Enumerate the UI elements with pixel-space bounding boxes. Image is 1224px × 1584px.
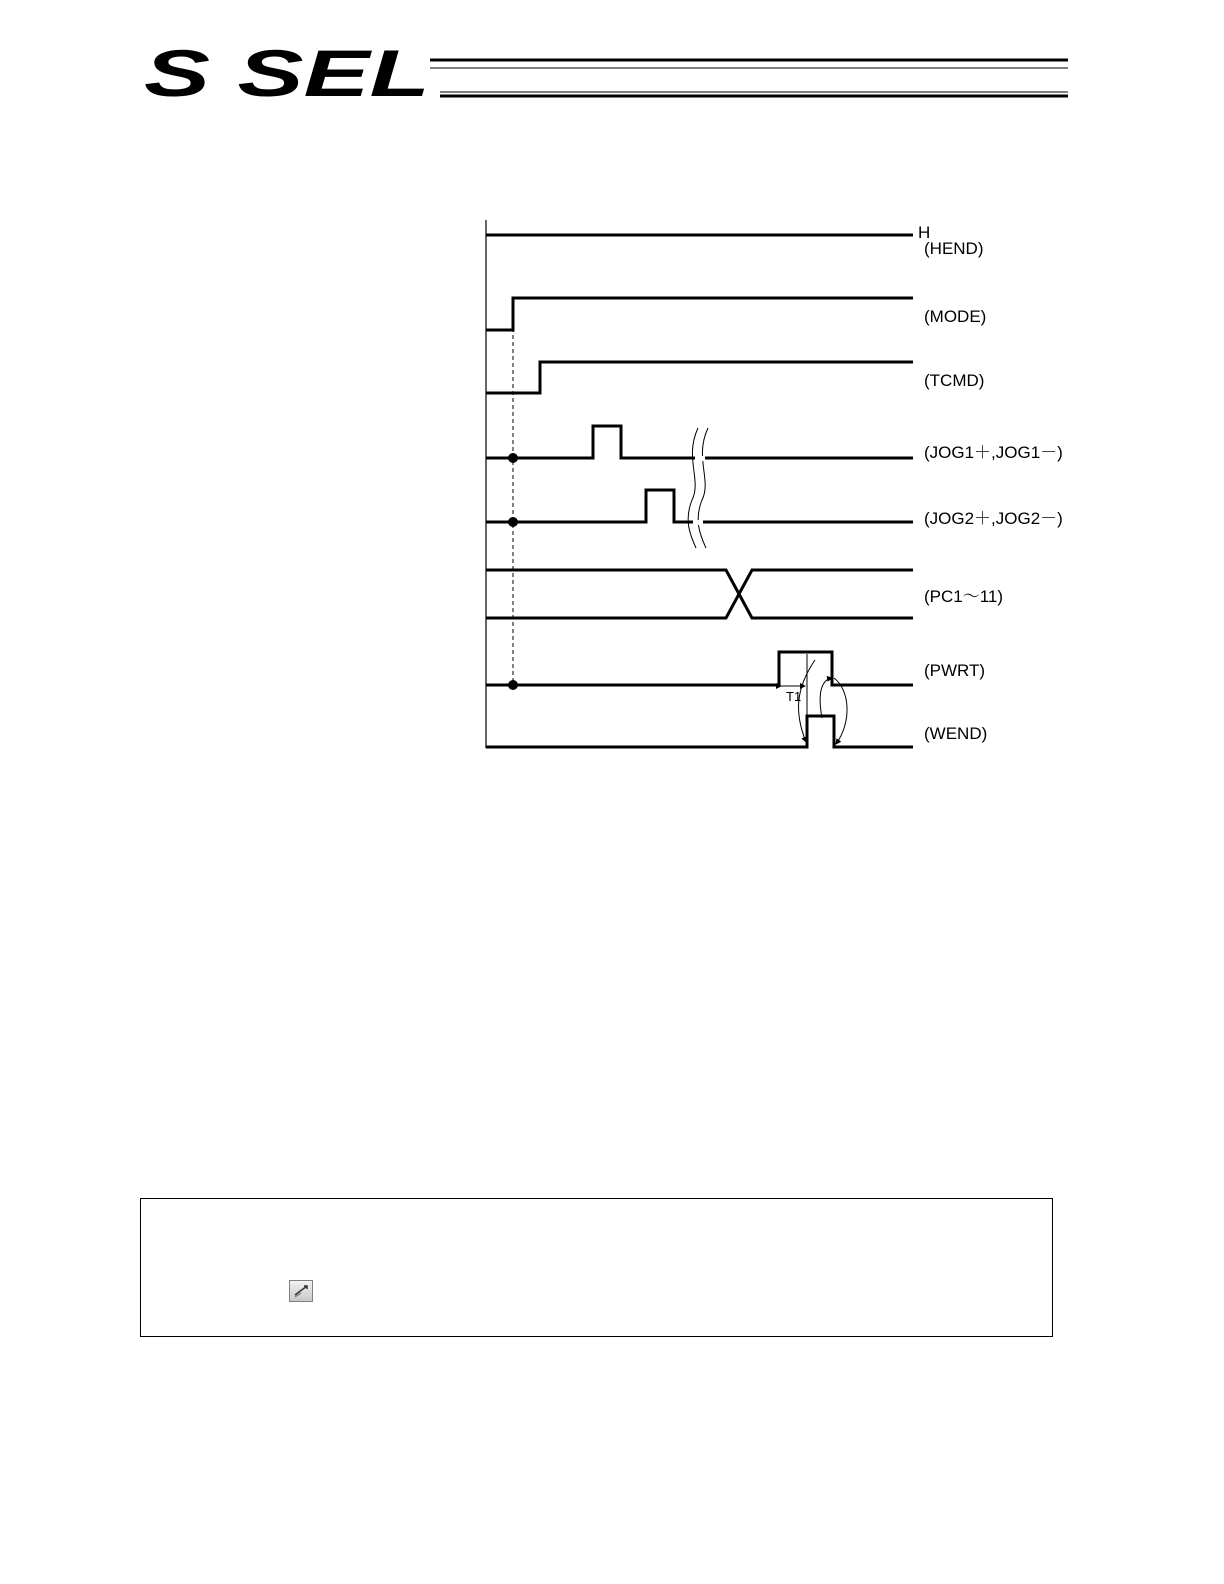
junction-dot-jog2 — [508, 517, 518, 527]
waveform-pwrt — [486, 652, 913, 685]
time-break-line-1 — [688, 428, 698, 548]
signal-label-tcmd: (TCMD) — [924, 371, 985, 390]
note-box — [140, 1198, 1053, 1337]
teaching-icon-glyph — [290, 1281, 312, 1301]
signal-label-jog1: (JOG1＋,JOG1－) — [924, 443, 1063, 462]
logo: S SEL — [144, 38, 430, 108]
junction-dot-pwrt — [508, 680, 518, 690]
signal-label-hend: (HEND) — [924, 239, 984, 258]
t1-label: T1 — [786, 689, 802, 704]
junction-dot-jog1 — [508, 453, 518, 463]
signal-label-pwrt: (PWRT) — [924, 661, 986, 680]
signal-label-wend: (WEND) — [924, 724, 988, 743]
waveform-pc-lower — [486, 570, 913, 618]
waveform-tcmd — [486, 362, 913, 393]
waveform-mode — [486, 298, 913, 330]
causal-arrow-pwrt-fall-to-wend-fall — [834, 678, 847, 744]
signal-label-mode: (MODE) — [924, 307, 987, 326]
waveform-wend — [486, 716, 913, 747]
level-marker: H — [918, 223, 931, 242]
time-break-gap — [693, 520, 703, 525]
signal-label-jog2: (JOG2＋,JOG2－) — [924, 509, 1063, 528]
causal-arrow-wend-to-pwrt — [820, 678, 832, 718]
time-break-line-2 — [698, 428, 708, 548]
time-break-gap-2 — [695, 456, 705, 461]
waveform-pc-upper — [486, 570, 913, 618]
teaching-icon[interactable] — [289, 1280, 313, 1302]
waveform-jog1 — [486, 426, 913, 458]
signal-label-pc: (PC1～11) — [924, 587, 1004, 606]
